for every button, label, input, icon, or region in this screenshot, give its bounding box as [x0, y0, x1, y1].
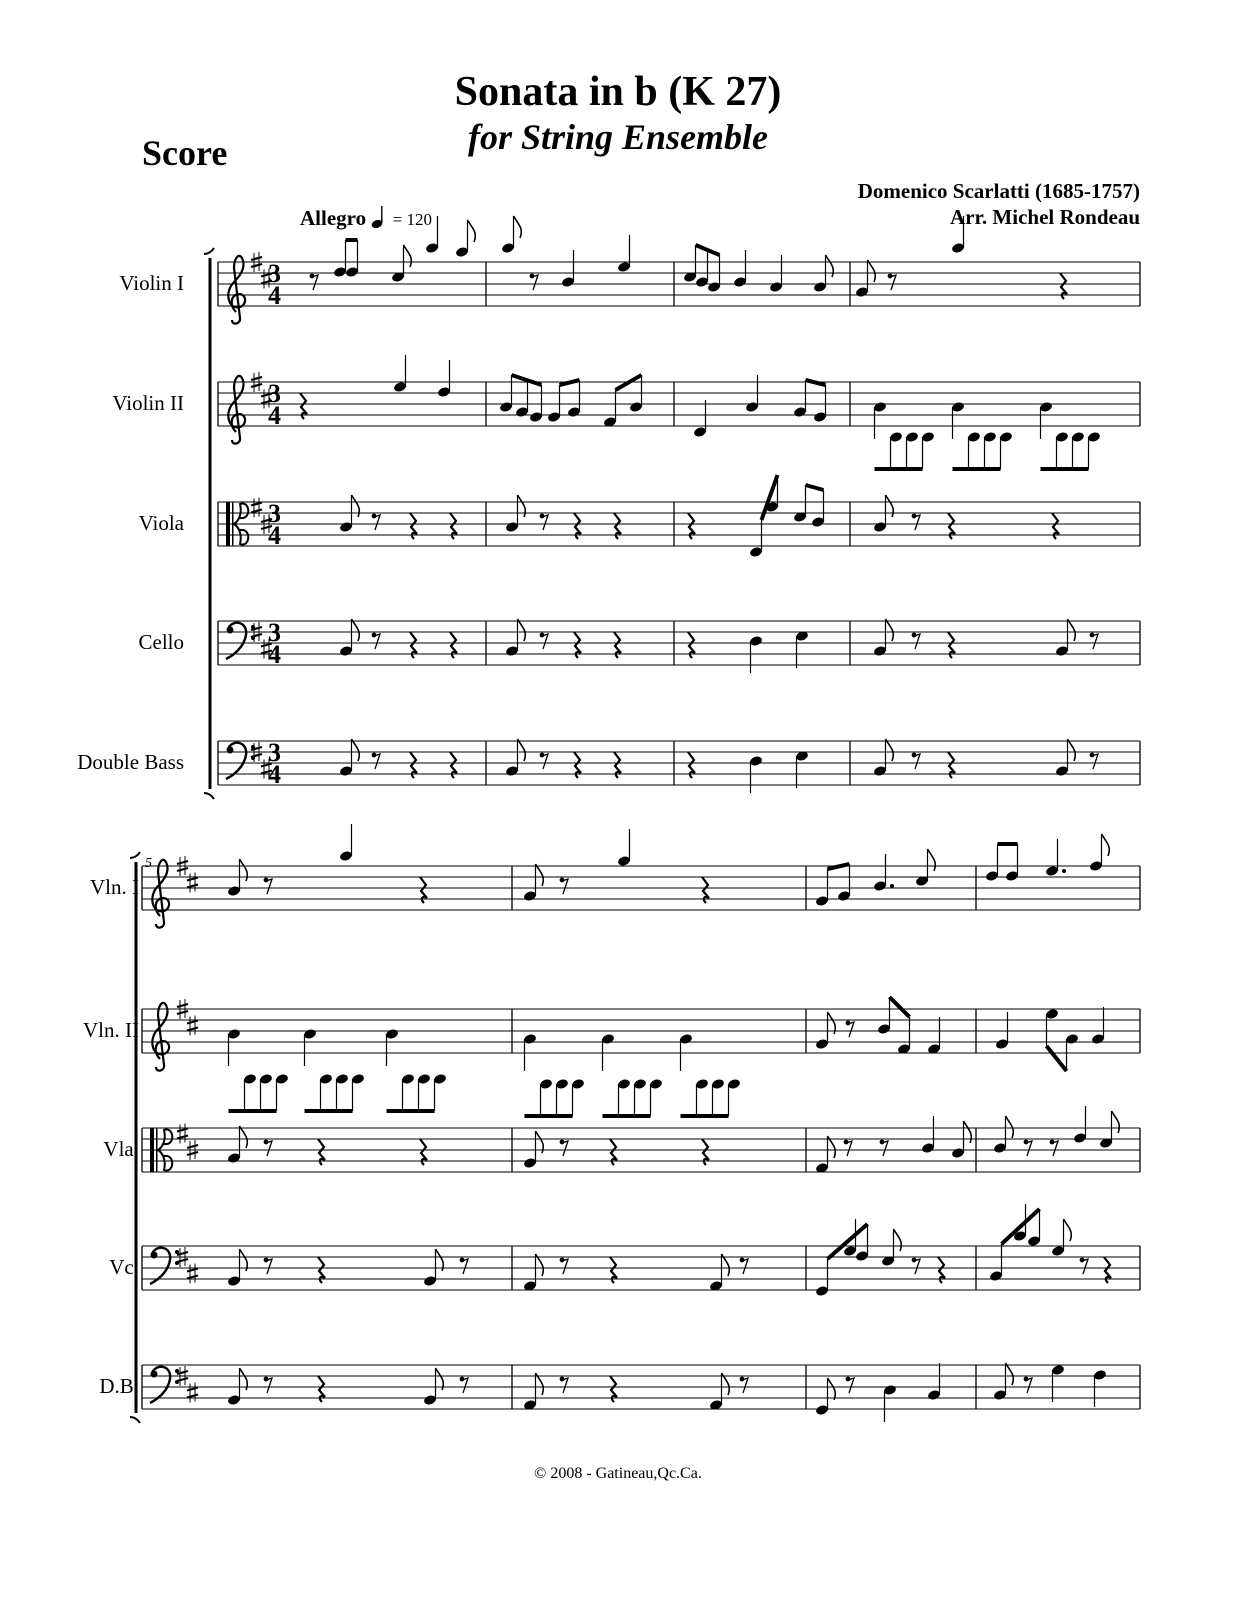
sharp-stroke [251, 264, 262, 267]
sharp-stroke [187, 878, 198, 881]
alto-clef-curve [158, 1129, 172, 1150]
time-signature-denominator: 4 [268, 401, 281, 430]
instrument-label-double-bass: Double Bass [77, 750, 184, 774]
sharp-stroke [187, 1276, 198, 1279]
sharp-stroke [251, 257, 262, 260]
time-signature-denominator: 4 [268, 760, 281, 789]
copyright-footer: © 2008 - Gatineau,Qc.Ca. [534, 1465, 702, 1482]
treble-clef-icon [228, 376, 245, 444]
sharp-stroke [177, 861, 188, 864]
system-bracket-hook [130, 1417, 140, 1423]
dot [890, 884, 894, 888]
tempo-value: = 120 [392, 210, 432, 229]
eighth-rest [374, 754, 380, 769]
alto-clef-icon [150, 1128, 154, 1172]
note-flag [1068, 739, 1076, 761]
eighth-rest [562, 1259, 568, 1274]
note-flag [1102, 834, 1110, 856]
eighth-rest [1026, 1378, 1032, 1393]
eighth-rest [266, 1259, 272, 1274]
note-beam [806, 380, 826, 385]
note-flag [518, 619, 526, 641]
sharp-stroke [187, 1152, 198, 1155]
eighth-rest [1052, 1141, 1058, 1156]
eighth-rest [914, 634, 920, 649]
sharp-stroke [177, 1259, 188, 1262]
eighth-rest [1082, 1259, 1088, 1274]
alto-clef-curve [234, 503, 248, 524]
tempo-text: Allegro [300, 206, 367, 230]
eighth-rest [846, 1141, 852, 1156]
eighth-rest [266, 1141, 272, 1156]
bass-clef-dot [227, 747, 234, 754]
instrument-label-violin-1-short: Vln. I [90, 875, 139, 899]
instrument-label-violin-2: Violin II [112, 391, 184, 415]
note-flag [404, 245, 412, 267]
page-title: Sonata in b (K 27) [454, 69, 782, 115]
instrument-label-violin-1: Violin I [119, 271, 184, 295]
system-bracket-hook [130, 852, 140, 858]
bass-clef-dot [175, 1250, 179, 1254]
sharp-stroke [251, 754, 262, 757]
composer-credit: Domenico Scarlatti (1685-1757) [857, 179, 1140, 203]
sharp-stroke [251, 503, 262, 506]
note-flag [352, 495, 360, 517]
time-signature-numerator: 3 [268, 499, 281, 528]
instrument-label-cello: Cello [138, 630, 184, 654]
system-bracket-hook [204, 248, 214, 254]
note-flag [964, 1121, 972, 1143]
eighth-rest [914, 754, 920, 769]
sharp-stroke [187, 1395, 198, 1398]
note-flag [1068, 619, 1076, 641]
sharp-stroke [187, 1388, 198, 1391]
eighth-rest [266, 879, 272, 894]
note-flag [1064, 1219, 1072, 1241]
alto-clef-curve [234, 524, 248, 545]
sharp-stroke [251, 510, 262, 513]
note-flag [536, 864, 544, 886]
eighth-rest [266, 1378, 272, 1393]
sharp-stroke [251, 384, 262, 387]
eighth-rest [374, 634, 380, 649]
bass-clef-dot [227, 627, 234, 634]
sharp-stroke [177, 1004, 188, 1007]
treble-clef-icon [152, 1003, 169, 1071]
eighth-rest [374, 515, 380, 530]
system-bracket-hook [204, 793, 214, 799]
note-flag [886, 495, 894, 517]
sharp-stroke [187, 1028, 198, 1031]
note-beam [1047, 1046, 1067, 1071]
time-signature-denominator: 4 [268, 640, 281, 669]
bass-clef-dot [151, 1371, 158, 1378]
eighth-rest [542, 754, 548, 769]
time-signature-denominator: 4 [268, 281, 281, 310]
eighth-rest [562, 1141, 568, 1156]
note-beam [560, 380, 580, 385]
alto-clef-bar [156, 1128, 158, 1172]
note-flag [352, 619, 360, 641]
eighth-rest [562, 879, 568, 894]
note-flag [886, 739, 894, 761]
bass-clef-dot [151, 1252, 158, 1259]
eighth-rest [914, 1259, 920, 1274]
eighth-rest [562, 1378, 568, 1393]
treble-clef-icon [152, 860, 169, 928]
treble-clef-icon [228, 256, 245, 324]
note-flag [1006, 1116, 1014, 1138]
sharp-stroke [177, 1129, 188, 1132]
eighth-rest [742, 1378, 748, 1393]
time-signature-numerator: 3 [268, 379, 281, 408]
measure-number: 5 [145, 856, 152, 871]
note-flag [518, 495, 526, 517]
note-flag [352, 739, 360, 761]
arranger-credit: Arr. Michel Rondeau [950, 205, 1140, 229]
eighth-rest [1026, 1141, 1032, 1156]
eighth-rest [914, 515, 920, 530]
eighth-rest [890, 275, 896, 290]
sharp-stroke [177, 1136, 188, 1139]
time-signature-numerator: 3 [268, 618, 281, 647]
eighth-rest [742, 1259, 748, 1274]
note-flag [240, 1126, 248, 1148]
note-flag [240, 859, 248, 881]
note-flag [886, 619, 894, 641]
sharp-stroke [187, 1145, 198, 1148]
sharp-stroke [187, 1021, 198, 1024]
time-signature-numerator: 3 [268, 738, 281, 767]
note-beam [890, 997, 910, 1017]
time-signature-denominator: 4 [268, 521, 281, 550]
score-label: Score [142, 133, 228, 173]
alto-clef-icon [226, 502, 230, 546]
note-flag [518, 739, 526, 761]
sharp-stroke [251, 377, 262, 380]
eighth-rest [848, 1378, 854, 1393]
instrument-label-cello-short: Vc. [109, 1255, 139, 1279]
time-signature-numerator: 3 [268, 259, 281, 288]
sharp-stroke [177, 868, 188, 871]
page-subtitle: for String Ensemble [467, 117, 769, 157]
note-beam [828, 864, 850, 869]
note-flag [1112, 1111, 1120, 1133]
note-beam [512, 375, 542, 385]
note-flag [894, 1229, 902, 1251]
eighth-rest [1092, 634, 1098, 649]
note-flag [1006, 1363, 1014, 1385]
eighth-rest [542, 634, 548, 649]
note-flag [514, 216, 522, 238]
eighth-rest [462, 1378, 468, 1393]
sharp-stroke [251, 634, 262, 637]
alto-clef-bar [232, 502, 234, 546]
sharp-stroke [187, 1269, 198, 1272]
note-flag [828, 1378, 836, 1400]
instrument-label-viola-short: Vla. [103, 1137, 139, 1161]
sharp-stroke [187, 885, 198, 888]
note-flag [928, 849, 936, 871]
note-flag [868, 260, 876, 282]
eighth-rest [1092, 754, 1098, 769]
eighth-rest [312, 275, 318, 290]
sharp-stroke [177, 1378, 188, 1381]
dot [1062, 869, 1066, 873]
eighth-rest [532, 275, 538, 290]
sharp-stroke [177, 1011, 188, 1014]
note-beam [806, 485, 824, 490]
eighth-rest [848, 1022, 854, 1037]
instrument-label-viola: Viola [138, 511, 184, 535]
note-flag [826, 255, 834, 277]
instrument-label-violin-2-short: Vln. II [83, 1018, 139, 1042]
alto-clef-curve [158, 1150, 172, 1171]
bass-clef-dot [175, 1369, 179, 1373]
eighth-rest [462, 1259, 468, 1274]
instrument-label-double-bass-short: D.B. [99, 1374, 139, 1398]
note-flag [468, 220, 476, 242]
eighth-rest [882, 1141, 888, 1156]
eighth-rest [542, 515, 548, 530]
